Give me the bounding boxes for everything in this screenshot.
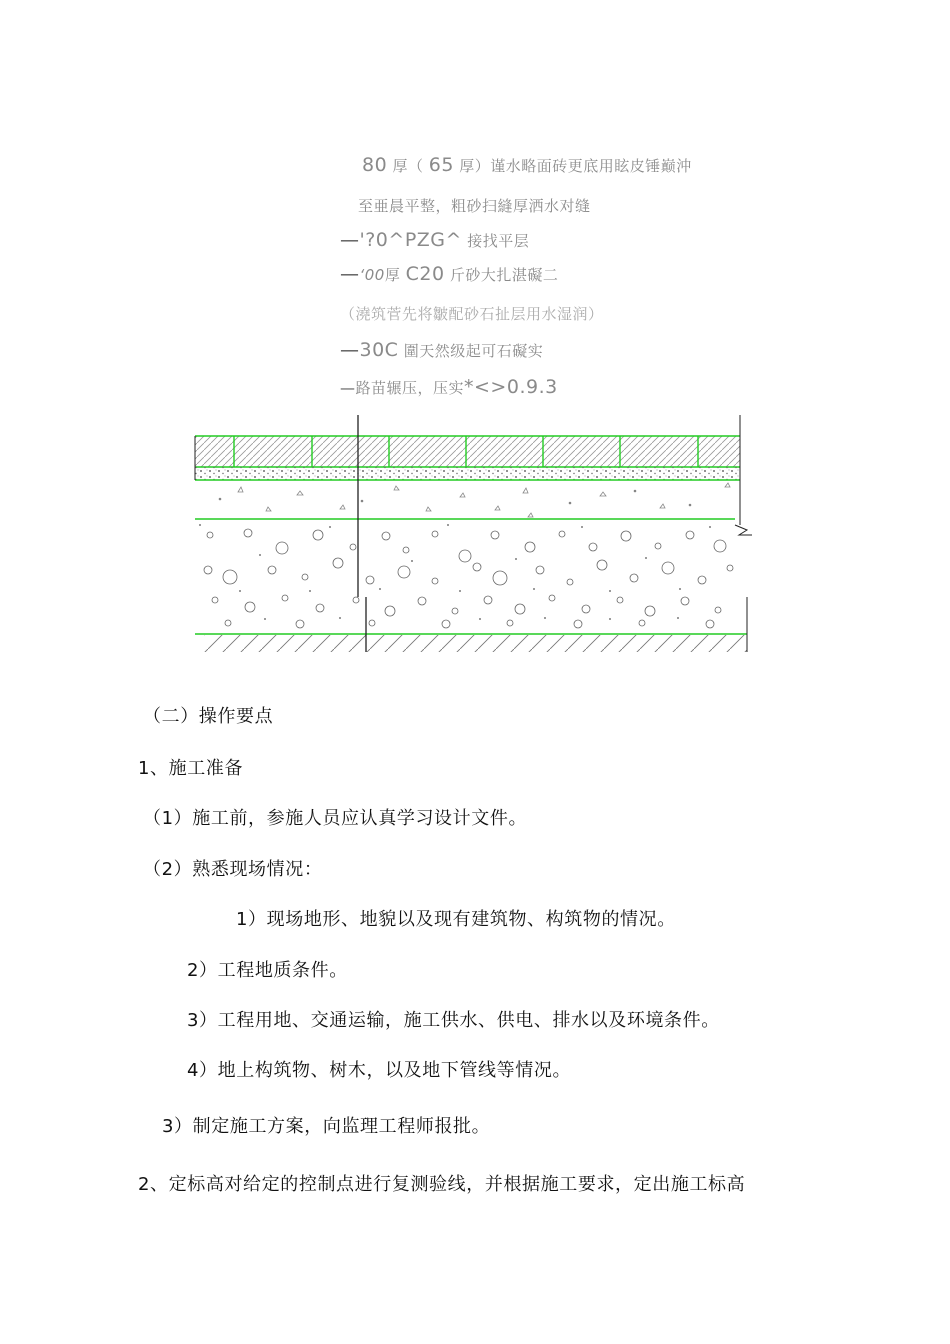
gravel-thickness: 30C xyxy=(359,339,399,361)
item-1-sub-1: （1）施工前，参施人员应认真学习设计文件。 xyxy=(143,808,528,829)
gravel-text: 圍天然级起可石礙实 xyxy=(403,342,544,360)
subgrade-layer xyxy=(204,635,747,652)
item-1-sub-2: （2）熟悉现场情况： xyxy=(143,859,323,880)
note-text: （澆筑菅先将皺配砂石扯层用水湿润） xyxy=(340,305,604,323)
gravel-leader: — xyxy=(340,339,360,361)
legend-line-sand-joint xyxy=(358,195,591,216)
legend-line-paving xyxy=(362,154,692,176)
leveling-leader: — xyxy=(340,229,360,251)
paving-thickness: 80 xyxy=(362,154,388,176)
concrete-layer xyxy=(195,483,735,519)
concrete-text-a: 厚 xyxy=(384,266,401,284)
legend-line-note xyxy=(340,303,604,324)
sub-2-point-2: 2）工程地质条件。 xyxy=(187,960,348,981)
item-2-title: 2、定标高对给定的控制点进行复测验线，并根据施工要求，定出施工标高 xyxy=(138,1174,746,1195)
paving-layer xyxy=(195,436,740,467)
sub-2-point-4: 4）地上构筑物、树木，以及地下管线等情况。 xyxy=(187,1060,572,1081)
sand-joint-text: 至亜晨平整，粗砂扫縫厚洒水对缝 xyxy=(358,197,591,215)
pavement-section-diagram xyxy=(190,415,760,660)
subgrade-text: 路苗辗压，压实 xyxy=(355,379,465,397)
item-1-title: 1、施工准备 xyxy=(138,758,244,779)
concrete-leader: — xyxy=(340,263,360,285)
legend-line-concrete xyxy=(340,263,558,285)
legend-line-leveling xyxy=(340,229,529,251)
leveling-code: '?0^PZG^ xyxy=(359,229,462,251)
section-heading: （二）操作要点 xyxy=(143,706,274,727)
paving-thickness-alt: 65 xyxy=(428,154,454,176)
sand-leveling-layer xyxy=(195,467,740,480)
sub-2-point-1: 1）现场地形、地貌以及现有建筑物、构筑物的情况。 xyxy=(236,909,676,930)
legend-line-gravel xyxy=(340,339,543,361)
paving-text-a: 厚（ xyxy=(392,157,424,175)
paving-text-b: 厚）谨水略面砖更底用眩皮锤巅沖 xyxy=(459,157,692,175)
concrete-code: ‘00 xyxy=(359,266,385,284)
concrete-grade: C20 xyxy=(405,263,445,285)
concrete-text-b: 斤砂大扎湛礙二 xyxy=(449,266,559,284)
subgrade-leader: — xyxy=(340,379,356,397)
leveling-text: 接找平层 xyxy=(467,232,530,250)
gravel-layer xyxy=(195,524,747,634)
sub-2-point-3: 3）工程用地、交通运输，施工供水、供电、排水以及环境条件。 xyxy=(187,1010,720,1031)
item-1-sub-3: 3）制定施工方案，向监理工程师报批。 xyxy=(162,1116,491,1137)
compaction-value: *<>0.9.3 xyxy=(464,376,558,398)
legend-line-subgrade xyxy=(340,376,558,398)
